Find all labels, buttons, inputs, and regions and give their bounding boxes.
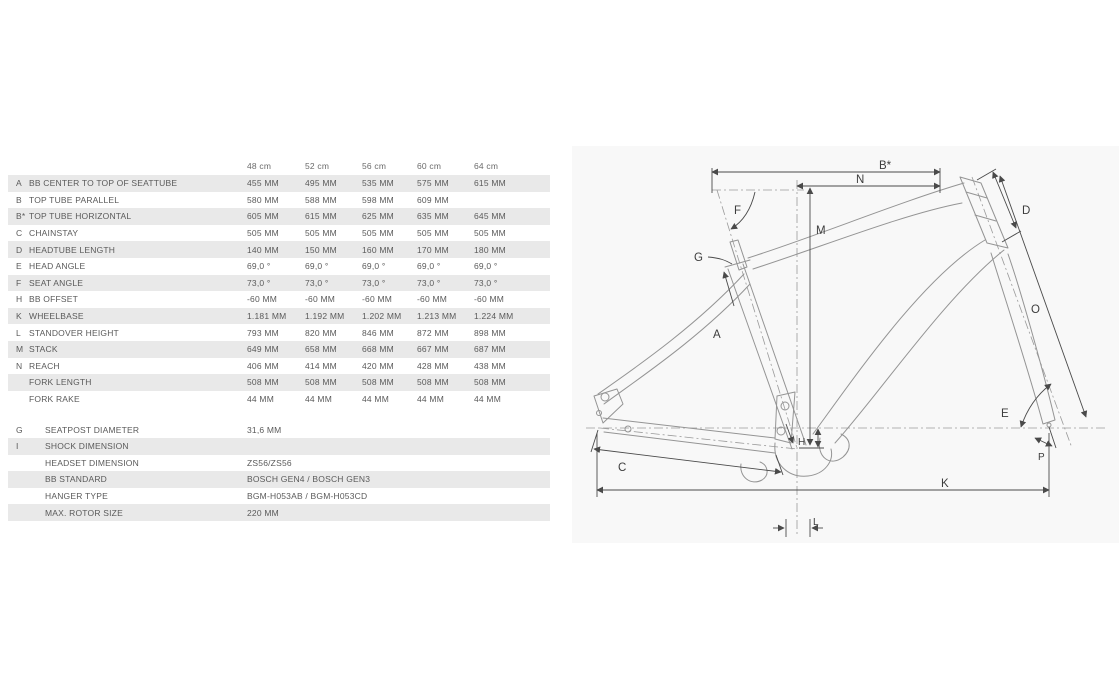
row-value: 73,0 ° (305, 277, 329, 288)
row-value: 625 MM (362, 211, 394, 222)
row-value: 505 MM (362, 228, 394, 239)
row-value: -60 MM (305, 294, 336, 305)
bike-frame-drawing (594, 177, 1055, 482)
row-label: FORK RAKE (29, 394, 80, 405)
label-seattube: A (713, 329, 721, 341)
row-label: MAX. ROTOR SIZE (45, 507, 123, 518)
label-fork-rake: P (1038, 452, 1045, 463)
row-value: 420 MM (362, 360, 394, 371)
row-value: 605 MM (247, 211, 279, 222)
row-value: 635 MM (417, 211, 449, 222)
table-row (8, 391, 550, 408)
row-value: 658 MM (305, 344, 337, 355)
table-row (8, 258, 550, 275)
row-label: REACH (29, 360, 60, 371)
geometry-table-body (8, 175, 550, 407)
label-headtube-length: D (1022, 205, 1031, 217)
table-row (8, 308, 550, 325)
row-value: 69,0 ° (247, 261, 271, 272)
row-label: SHOCK DIMENSION (45, 441, 129, 452)
row-value: 645 MM (474, 211, 506, 222)
row-letter: L (16, 327, 21, 338)
row-value: 898 MM (474, 327, 506, 338)
row-value: 588 MM (305, 194, 337, 205)
row-value: 598 MM (362, 194, 394, 205)
table-row (8, 438, 550, 455)
label-reach: N (856, 174, 865, 186)
label-standover: L (813, 517, 819, 528)
row-label: BB CENTER TO TOP OF SEATTUBE (29, 178, 178, 189)
row-value: 872 MM (417, 327, 449, 338)
centerlines (586, 177, 1108, 537)
dimension-labels (618, 160, 1045, 528)
row-value: 495 MM (305, 178, 337, 189)
row-label: STANDOVER HEIGHT (29, 327, 119, 338)
row-value: 1.224 MM (474, 311, 514, 322)
row-value: 140 MM (247, 244, 279, 255)
row-value: -60 MM (474, 294, 505, 305)
row-value: 73,0 ° (417, 277, 441, 288)
row-value: 1.181 MM (247, 311, 287, 322)
row-label: FORK LENGTH (29, 377, 92, 388)
row-label: BB OFFSET (29, 294, 79, 305)
table-row (8, 358, 550, 375)
row-value: -60 MM (417, 294, 448, 305)
row-value: BGM-H053AB / BGM-H053CD (247, 490, 368, 501)
table-row (8, 341, 550, 358)
column-header: 52 cm (305, 161, 330, 171)
row-label: WHEELBASE (29, 311, 84, 322)
row-value: 44 MM (417, 394, 444, 405)
row-value: 1.213 MM (417, 311, 457, 322)
row-value: -60 MM (247, 294, 278, 305)
row-label: SEAT ANGLE (29, 277, 84, 288)
row-value: 428 MM (417, 360, 449, 371)
row-value: 615 MM (474, 178, 506, 189)
row-value: 73,0 ° (474, 277, 498, 288)
row-label: HEADTUBE LENGTH (29, 244, 116, 255)
row-value: 69,0 ° (362, 261, 386, 272)
row-letter: G (16, 424, 23, 435)
row-value: 180 MM (474, 244, 506, 255)
row-value: 160 MM (362, 244, 394, 255)
label-head-angle: E (1001, 408, 1009, 420)
label-fork-length: O (1031, 304, 1040, 316)
row-value: 793 MM (247, 327, 279, 338)
row-value: 846 MM (362, 327, 394, 338)
row-letter: N (16, 360, 23, 371)
row-value: BOSCH GEN4 / BOSCH GEN3 (247, 474, 371, 485)
table-row (8, 241, 550, 258)
row-letter: E (16, 261, 22, 272)
row-value: 73,0 ° (247, 277, 271, 288)
column-header: 48 cm (247, 161, 272, 171)
diagram-panel (572, 146, 1119, 543)
row-label: BB STANDARD (45, 474, 108, 485)
column-header: 64 cm (474, 161, 499, 171)
label-top-tube-horizontal: B* (879, 160, 892, 172)
table-row (8, 488, 550, 505)
row-value: 575 MM (417, 178, 449, 189)
row-value: 69,0 ° (474, 261, 498, 272)
row-value: 1.192 MM (305, 311, 345, 322)
row-value: 667 MM (417, 344, 449, 355)
row-label: HEAD ANGLE (29, 261, 86, 272)
row-value: 580 MM (247, 194, 279, 205)
table-row (8, 421, 550, 438)
row-label: HANGER TYPE (45, 490, 108, 501)
row-label: TOP TUBE PARALLEL (29, 194, 120, 205)
row-letter: B (16, 194, 22, 205)
row-value: 535 MM (362, 178, 394, 189)
label-bb-offset: H (798, 437, 806, 448)
row-letter: I (16, 441, 19, 452)
row-label: STACK (29, 344, 58, 355)
column-header: 56 cm (362, 161, 387, 171)
row-value: 508 MM (417, 377, 449, 388)
row-value: 505 MM (305, 228, 337, 239)
row-value: 508 MM (474, 377, 506, 388)
row-letter: F (16, 277, 22, 288)
column-header: 60 cm (417, 161, 442, 171)
row-value: 820 MM (305, 327, 337, 338)
table-row (8, 192, 550, 209)
table-row (8, 208, 550, 225)
table-row (8, 275, 550, 292)
label-stack: M (816, 225, 826, 237)
table-header-row (8, 157, 550, 175)
row-letter: A (16, 178, 22, 189)
row-value: 455 MM (247, 178, 279, 189)
row-value: 508 MM (362, 377, 394, 388)
row-value: 73,0 ° (362, 277, 386, 288)
row-value: 1.202 MM (362, 311, 402, 322)
row-value: 649 MM (247, 344, 279, 355)
row-label: CHAINSTAY (29, 228, 79, 239)
row-letter: K (16, 311, 22, 322)
row-value: 406 MM (247, 360, 279, 371)
row-value: -60 MM (362, 294, 393, 305)
row-letter: H (16, 294, 23, 305)
geometry-table-extra-body (8, 421, 550, 521)
row-value: 414 MM (305, 360, 337, 371)
row-label: TOP TUBE HORIZONTAL (29, 211, 132, 222)
table-row (8, 471, 550, 488)
table-row (8, 455, 550, 472)
row-value: 31,6 MM (247, 424, 282, 435)
label-wheelbase: K (941, 478, 949, 490)
row-value: 150 MM (305, 244, 337, 255)
table-row (8, 225, 550, 242)
label-seat-angle: F (734, 205, 742, 217)
row-value: 609 MM (417, 194, 449, 205)
row-value: 69,0 ° (305, 261, 329, 272)
row-value: 44 MM (474, 394, 501, 405)
row-value: 44 MM (305, 394, 332, 405)
table-row (8, 291, 550, 308)
row-value: 44 MM (247, 394, 274, 405)
table-row (8, 324, 550, 341)
row-value: 505 MM (474, 228, 506, 239)
row-value: 44 MM (362, 394, 389, 405)
row-label: HEADSET DIMENSION (45, 457, 139, 468)
label-chainstay: C (618, 462, 627, 474)
geometry-diagram (572, 146, 1119, 543)
row-value: 220 MM (247, 507, 279, 518)
table-row (8, 504, 550, 521)
row-value: 508 MM (305, 377, 337, 388)
row-value: 170 MM (417, 244, 449, 255)
section-divider (8, 407, 550, 421)
label-seatpost-diameter: G (694, 252, 703, 264)
row-value: 687 MM (474, 344, 506, 355)
row-value: ZS56/ZS56 (247, 457, 292, 468)
row-value: 615 MM (305, 211, 337, 222)
table-row (8, 175, 550, 192)
row-value: 505 MM (247, 228, 279, 239)
row-value: 438 MM (474, 360, 506, 371)
table-row (8, 374, 550, 391)
row-value: 668 MM (362, 344, 394, 355)
row-letter: C (16, 228, 23, 239)
row-letter: M (16, 344, 24, 355)
row-letter: B* (16, 211, 26, 222)
row-value: 505 MM (417, 228, 449, 239)
dimension-lines (591, 168, 1086, 537)
row-letter: D (16, 244, 23, 255)
row-value: 69,0 ° (417, 261, 441, 272)
row-label: SEATPOST DIAMETER (45, 424, 140, 435)
geometry-table (8, 157, 550, 521)
row-value: 508 MM (247, 377, 279, 388)
